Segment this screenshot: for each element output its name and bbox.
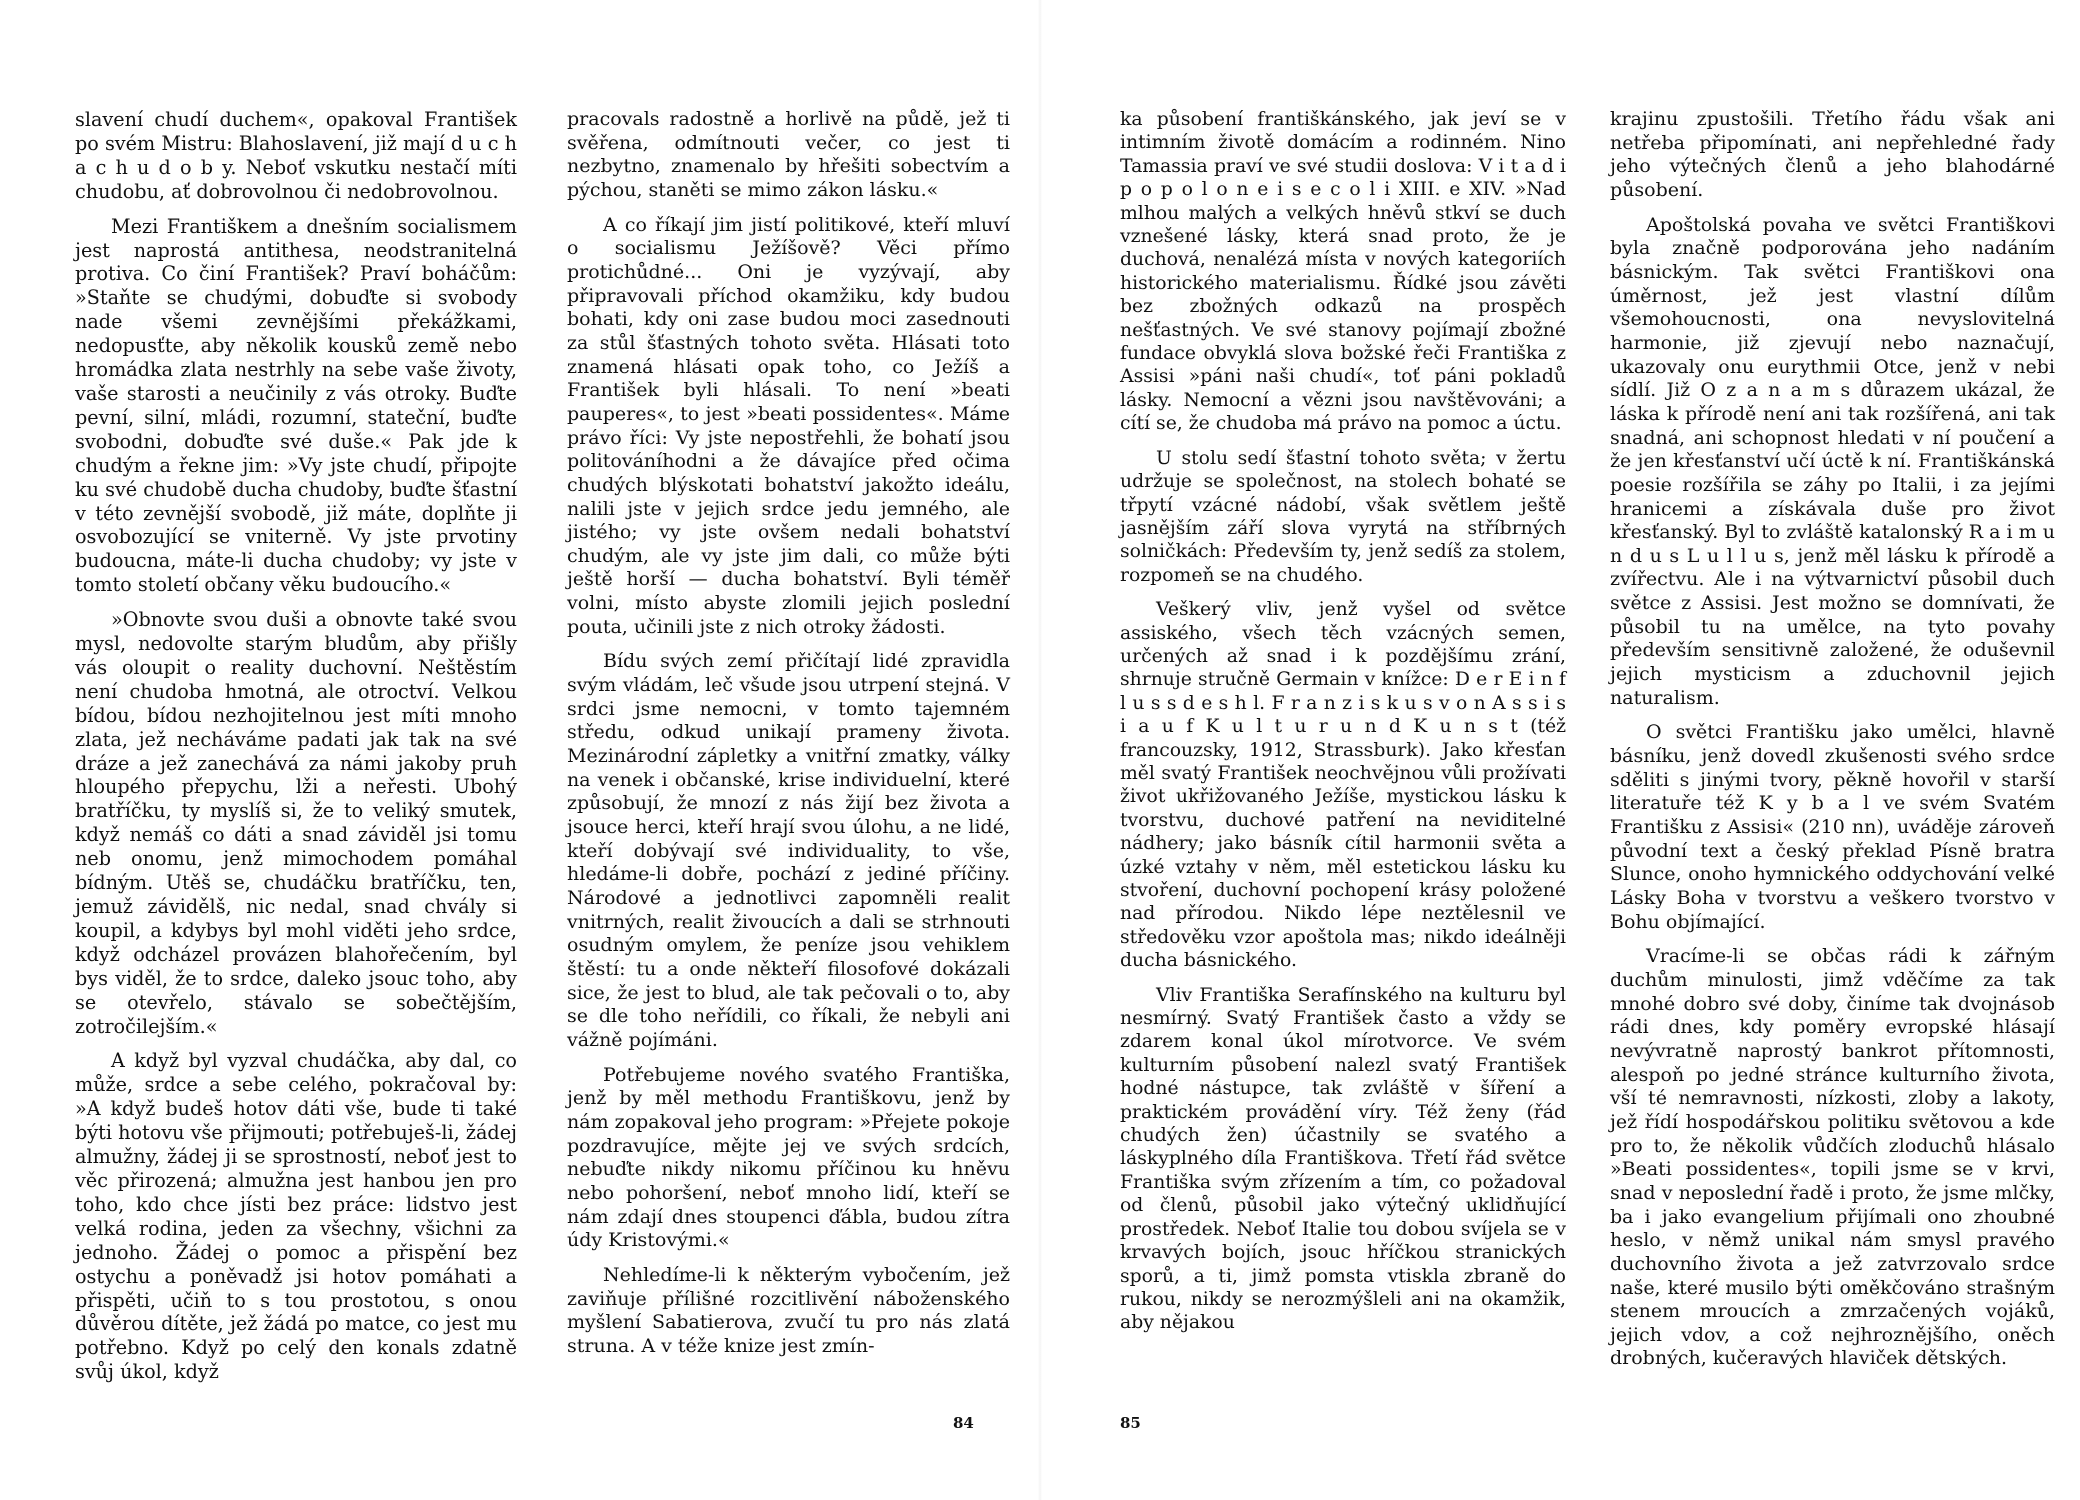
book-spine bbox=[1038, 0, 1042, 1500]
paragraph: Apoštolská povaha ve světci Františkovi byla značně podporována jeho nadáním básnickým. Tak světci Františkovi ona úměrnost, jež jest vlastní dílům všemohoucnosti, ona nevyslovitelná harmonie, již zjevují nebo naznačují, ukazovaly onu eurythmii Otce, jenž v nebi sídlí. Již O z a n a m s důrazem ukázal, že láska k přírodě není ani tak rozšířená, ani tak snadná, ani schopnost hledati v ní poučení a že jen křesťanství učí úctě k ní. Františkánská poesie rozšířila se záhy po Italii, i za jejími hranicemi a získávala duše pro život křesťanský. Byl to zvláště katalonský R a i m u n d u s L u l l u s, jenž měl lásku k přírodě a zvířectvu. Ale i na výtvarnictví působil duch světce z Assisi. Jest možno se domnívati, že působil tu na umělce, na tyto povahy především sensitivně založené, že oduševnil jejich mysticism a zduchovnil jejich naturalism. bbox=[1610, 213, 2055, 709]
paragraph: ka působení františkánského, jak jeví se v intimním životě domácím a rodinném. Nino Tamassia praví ve své studii doslova: V i t a d i p o p o l o n e i s e c o l i XIII. e XIV. »Nad mlhou malých a velkých hněvů stkví se duch vznešené lásky, která snad proto, že je duchová, nenalézá místa v nových kategoriích historického materialismu. Řídké jsou závěti bez zbožných odkazů na prospěch nešťastných. Ve své stanovy pojímají zbožné fundace obvyklá slova božské řeči Františka z Assisi »páni naši chudí«, toť páni pokladů lásky. Nemocní a vězni jsou navštěvováni; a cítí se, že chudoba má právo na pomoc a úctu. bbox=[1120, 109, 1566, 435]
paragraph: A když byl vyzval chudáčka, aby dal, co může, srdce a sebe celého, pokračoval by: »A když budeš hotov dáti vše, bude ti také býti hotovu vše přijmouti; potřebuješ-li, žádej almužny, žádej ji se sprostností, neboť jest to věc přirozená; almužna jest hanbou jen pro toho, kdo chce jísti bez práce: lidstvo jest velká rodina, jeden za všechny, všichni za jednoho. Žádej o pomoc a přispění bez ostychu a poněvadž jsi hotov pomáhati a přispěti, učiň to s tou prostotou, s onou důvěrou dítěte, jež žádá po matce, co jest mu potřebno. Když po celý den konals zdatně svůj úkol, když bbox=[75, 1049, 517, 1384]
paragraph: Nehledíme-li k některým vybočením, jež zaviňuje přílišné rozcitlivění náboženského myšlení Sabatierova, zvučí tu pro nás zlatá struna. A v téže knize jest zmín- bbox=[567, 1263, 1010, 1357]
page-number-left: 84 bbox=[953, 1414, 974, 1432]
paragraph: Mezi Františkem a dnešním socialismem jest naprostá antithesa, neodstranitelná protiva. Co činí František? Praví boháčům: »Staňte se chudými, dobuďte si svobody nade všemi zevnějšími překážkami, nedopusťte, aby několik kousků země nebo hromádka zlata nestrhly na sebe vaše životy, vaše starosti a neučinily z vás otroky. Buďte pevní, silní, mládi, rozumní, stateční, buďte svobodni, dobuďte své duše.« Pak jde k chudým a řekne jim: »Vy jste chudí, připojte ku své chudobě ducha chudoby, buďte šťastní v této zevnější svobodě, již máte, doplňte ji osvobozující se vniterně. Vy jste prvotiny budoucna, máte-li ducha chudoby; vy jste v tomto století občany věku budoucího.« bbox=[75, 214, 517, 597]
paragraph: U stolu sedí šťastní tohoto světa; v žertu udržuje se společnost, na stolech bohaté se třpytí vzácné nádobí, však světlem ještě jasnějším září slova vyrytá na stříbrných solničkách: Především ty, jenž sedíš za stolem, rozpomeň se na chudého. bbox=[1120, 447, 1566, 586]
paragraph: Vliv Františka Serafínského na kulturu byl nesmírný. Svatý František často a vždy se zdarem konal úkol mírotvorce. Ve svém kulturním působení nalezl svatý František hodné nástupce, tak zvláště v šíření a praktickém provádění víry. Též ženy (řád chudých žen) účastnily se svatého a láskyplného díla Františkova. Třetí řád světce Františka svým zřízením a tím, co požadoval od členů, působil jako výtečný uklidňující prostředek. Neboť Italie tou dobou svíjela se v krvavých bojích, jsouc hříčkou stranických sporů, a ti, jimž pomsta vtiskla zbraně do rukou, nikdy se nerozmýšleli ani na okamžik, aby nějakou bbox=[1120, 984, 1566, 1334]
paragraph: O světci Františku jako umělci, hlavně básníku, jenž dovedl zkušenosti svého srdce sděliti s jinými tvory, pěkně hovořil v starší literatuře též K y b a l ve svém Svatém Františku z Assisi« (210 nn), uváděje zároveň původní text a český překlad Písně bratra Slunce, onoho hymnického oddychování velké Lásky Boha v tvorstvu a veškero tvorstvo v Bohu objímající. bbox=[1610, 721, 2055, 933]
paragraph: Bídu svých zemí přičítají lidé zpravidla svým vládám, leč všude jsou utrpení stejná. V srdci jsme nemocni, v tomto tajemném středu, odkud unikají prameny života. Mezinárodní zápletky a vnitřní zmatky, války na venek i občanské, krise individuelní, které způsobují, že mnozí z nás žijí bez života a jsouce herci, kteří hrají svou úlohu, a ne lidé, kteří dobývají své individuality, to vše, hledáme-li dobře, pochází z jediné příčiny. Národové a jednotlivci zapomněli realit vnitrných, realit živoucích a dali se strhnouti osudným omylem, že peníze jsou vehiklem štěstí: tu a onde někteří filosofové dokázali sice, že jest to blud, ale tak pečovali o to, aby se dle toho neřídili, co říkali, že nebyli ani vážně pojímáni. bbox=[567, 650, 1010, 1051]
right-page-column-2 bbox=[1610, 108, 2055, 1382]
paragraph: Vracíme-li se občas rádi k zářným duchům minulosti, jimž vděčíme za tak mnohé dobro své doby, činíme tak dvojnásob rádi dnes, kdy poměry evropské hlásají nevývratně naprostý bankrot přítomnosti, alespoň po jedné stránce kulturního života, vší té nemravnosti, nízkosti, zloby a lakoty, jež řídí hospodářskou politiku světovou a kde pro to, že několik vůdčích zloduchů hlásalo »Beati possidentes«, topili jsme se v krvi, snad v neposlední řadě i proto, že jsme mlčky, ba i jako evangelium přijímali ono zhoubné heslo, v němž unikal nám smysl pravého duchovního života a jež zatvrzovalo srdce naše, které musilo býti oměkčováno strašným stenem mroucích a zmrzačených vojáků, jejich vdov, a což nejhroznějšího, oněch drobných, kučeravých hlaviček dětských. bbox=[1610, 945, 2055, 1370]
right-page-column-1 bbox=[1120, 108, 1566, 1346]
paragraph: A co říkají jim jistí politikové, kteří mluví o socialismu Ježíšově? Věci přímo protichůdné... Oni je vyzývají, aby připravovali příchod okamžiku, kdy budou bohati, kdy oni zase budou moci zasednouti za stůl šťastných tohoto světa. Hlásati toto znamená hlásati opak toho, co Ježíš a František byli hlásali. To není »beati pauperes«, to jest »beati possidentes«. Máme právo říci: Vy jste nepostřehli, že bohatí jsou politováníhodni a že dávajíce před očima chudých blýskotati bohatství jakožto ideálu, nalili jste v jejich srdce jedu jemného, ale jistého; vy jste ovšem nedali bohatství chudým, ale vy jste jim dali, co může býti ještě horší — ducha bohatství. Byli téměř volni, místo abyste zlomili jejich poslední pouta, učinili jste z nich otroky žádosti. bbox=[567, 213, 1010, 638]
paragraph: slavení chudí duchem«, opakoval František po svém Mistru: Blahoslavení, již mají d u c h a c h u d o b y. Neboť vskutku nestačí míti chudobu, ať dobrovolnou či nedobrovolnou. bbox=[75, 108, 517, 203]
page-number-right: 85 bbox=[1120, 1414, 1141, 1432]
paragraph: pracovals radostně a horlivě na půdě, jež ti svěřena, odmítnouti večer, co jest ti nezbytno, znamenalo by hřešiti sobectvím a pýchou, staněti se mimo zákon lásku.« bbox=[567, 108, 1010, 201]
paragraph: Potřebujeme nového svatého Františka, jenž by měl methodu Františkovu, jenž by nám zopakoval jeho program: »Přejete pokoje pozdravujíce, mějte jej ve svých srdcích, nebuďte nikdy nikomu příčinou ku hněvu nebo pohoršení, neboť mnoho lidí, kteří se nám zdají dnes stoupenci ďábla, budou zítra údy Kristovými.« bbox=[567, 1063, 1010, 1252]
paragraph: krajinu zpustošili. Třetího řádu však ani netřeba připomínati, ani nepřehledné řady jeho výtečných členů a jeho blahodárné působení. bbox=[1610, 108, 2055, 201]
paragraph: »Obnovte svou duši a obnovte také svou mysl, nedovolte starým bludům, aby přišly vás oloupit o reality duchovní. Neštěstím není chudoba hmotná, ale otroctví. Velkou bídou, bídou nezhojitelnou jest míti mnoho zlata, jež necháváme padati jak tak na své dráze a jež zanechává za námi jakoby pruh hloupého přepychu, lži a neřesti. Ubohý bratříčku, ty myslíš si, že to veliký smutek, když nemáš co dáti a snad záviděl jsi tomu neb onomu, jenž mimochodem pomáhal bídným. Utěš se, chudáčku bratříčku, ten, jemuž závidělš, nic nedal, snad chvály si koupil, a kdybys byl mohl viděti jeho srdce, když odcházel provázen blahořečením, byl bys viděl, že to srdce, daleko jsouc toho, aby se otevřelo, stávalo se sobečtějším, zotročilejším.« bbox=[75, 608, 517, 1038]
left-page-column-1 bbox=[75, 108, 517, 1395]
paragraph: Veškerý vliv, jenž vyšel od světce assiského, všech těch vzácných semen, určených až snad i k pozdějšímu zrání, shrnuje stručně Germain v knížce: D e r E i n f l u s s d e s h l. F r a n z i s k u s v o n A s s i s i a u f K u l t u r u n d K u n s t (též francouzsky, 1912, Strassburk). Jako křesťan měl svatý František neochvějnou vůli prožívati život ukřižovaného Ježíše, mystickou lásku k tvorstvu, duchové patření na neviditelné nádhery; jako básník cítil harmonii světa a úzké vztahy v něm, měl estetickou lásku ku stvoření, duchovní pochopení krásy položené nad přírodou. Nikdo lépe neztělesnil ve středověku vzor apoštola mas; nikdo ideálněji ducha básnického. bbox=[1120, 599, 1566, 972]
left-page-column-2 bbox=[567, 108, 1010, 1369]
